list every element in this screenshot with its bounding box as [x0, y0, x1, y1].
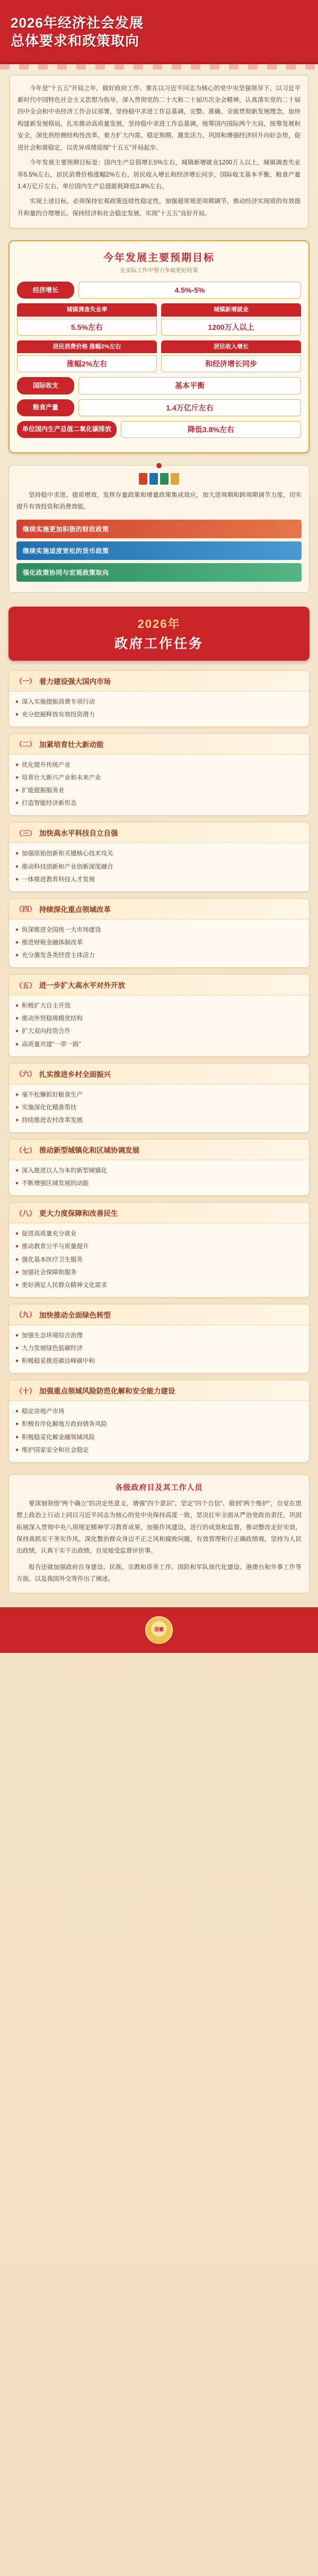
task-bullet-text: 打造智能经济新形态 — [22, 800, 77, 807]
task-body — [9, 691, 309, 726]
task-body — [9, 1401, 309, 1462]
task-bullet-text: 扩大双向投资合作 — [22, 1028, 71, 1035]
task-name: 更大力度保障和改善民生 — [39, 1210, 118, 1218]
task-item — [8, 822, 310, 891]
goal-row — [17, 421, 301, 438]
bullet-icon: ● — [15, 1332, 19, 1338]
task-bullet-text: 毫不松懈抓好粮食生产 — [22, 1091, 83, 1098]
task-header — [9, 1064, 309, 1084]
task-bullet-text: 充分激发各类经营主体活力 — [22, 952, 95, 959]
task-bullet-text: 实施深化化精准帮扶 — [22, 1104, 77, 1111]
task-name: 加快推动全面绿色转型 — [39, 1311, 111, 1319]
task-bullet-text: 高质量共建"一带一路" — [22, 1041, 81, 1048]
task-number: （三） — [15, 829, 37, 837]
task-bullet — [15, 1418, 303, 1431]
task-bullet — [15, 1444, 303, 1457]
task-bullet-text: 积极稳妥化解金融领域风险 — [22, 1434, 95, 1441]
task-item — [8, 1304, 310, 1373]
bullet-icon: ● — [15, 1358, 19, 1364]
task-bullet — [15, 1038, 303, 1051]
task-number: （四） — [15, 905, 37, 914]
goal-label: 居民消费价格 涨幅2%左右 — [17, 340, 157, 353]
goal-row — [17, 377, 301, 394]
bullet-icon: ● — [15, 1282, 19, 1288]
goal-value: 基本平衡 — [78, 377, 301, 394]
bullet-icon: ● — [15, 1015, 19, 1022]
task-number: （七） — [15, 1146, 37, 1154]
task-header — [9, 1140, 309, 1160]
task-header — [9, 1380, 309, 1401]
task-bullet — [15, 1114, 303, 1127]
task-header — [9, 734, 309, 755]
footer-paragraph: 要深刻领悟"两个确立"的决定性意义，增强"四个意识"、坚定"四个自信"、做到"两个维护"，自觉在思想上政治上行动上同以习近平同志为核心的党中央保持高度一致，坚决扛牢全面从严治党政治责任，巩固拓展深入贯彻中央八项规定精神学习教育成果，加强作风建设，进行的成效和监督，推动整改走好实效，保持真抓实干务实作风。深化整治群众身边不正之风和腐败问题，有效管理和行正确政绩观，坚持为人民出政绩，认真干实干出政绩，自觉接受监督评价事。 — [16, 1500, 302, 1555]
book-icon — [149, 473, 158, 485]
task-bullet-text: 积极有序化解地方政府债务风险 — [22, 1421, 108, 1428]
task-name: 持续深化重点领域改革 — [39, 905, 111, 914]
task-bullet-text: 推动教育公平与质量提升 — [22, 1243, 89, 1250]
task-bullet-text: 加强原始创新和关键核心技术攻关 — [22, 851, 113, 857]
goal-label: 城镇新增就业 — [161, 303, 301, 316]
goal-value: 1.4万亿斤左右 — [78, 399, 301, 416]
task-bullet-text: 大力发展绿色低碳经济 — [22, 1345, 83, 1352]
bullet-icon: ● — [15, 1256, 19, 1263]
task-bullet — [15, 1240, 303, 1253]
task-bullet — [15, 1254, 303, 1266]
task-name: 着力建设强大国内市场 — [39, 677, 111, 686]
goals-subtitle: 在实际工作中努力争取更好结果 — [120, 267, 198, 274]
task-body — [9, 995, 309, 1056]
bullet-icon: ● — [15, 1180, 19, 1187]
goal-value: 涨幅2%左右 — [17, 355, 157, 372]
task-bullet-text: 推动科技创新和产业创新深度融合 — [22, 863, 113, 870]
task-body — [9, 843, 309, 891]
goals-title: 今年发展主要预期目标 — [103, 252, 215, 264]
task-body — [9, 1223, 309, 1297]
goal-label: 居民收入增长 — [161, 340, 301, 353]
bullet-icon: ● — [15, 1421, 19, 1427]
goal-value: 和经济增长同步 — [161, 355, 301, 372]
goal-row — [17, 282, 301, 299]
task-bullet — [15, 784, 303, 797]
bullet-icon: ● — [15, 1243, 19, 1250]
bullet-icon: ● — [15, 1117, 19, 1123]
task-bullet — [15, 1177, 303, 1190]
bullet-icon: ● — [15, 1434, 19, 1440]
task-bullet — [15, 1279, 303, 1292]
task-bullet-text: 维护国家安全和社会稳定 — [22, 1447, 89, 1453]
bullet-icon: ● — [15, 1091, 19, 1098]
main-section-title — [8, 607, 310, 661]
task-header — [9, 1304, 309, 1325]
task-item — [8, 1380, 310, 1462]
task-bullet — [15, 696, 303, 708]
bullet-icon: ● — [15, 800, 19, 807]
task-bullet — [15, 1164, 303, 1177]
task-header — [9, 822, 309, 843]
task-bullet — [15, 1089, 303, 1101]
task-bullet — [15, 847, 303, 860]
bullet-icon: ● — [15, 775, 19, 781]
intro-section — [10, 75, 308, 229]
bullet-icon: ● — [15, 711, 19, 717]
task-number: （八） — [15, 1209, 37, 1217]
task-list — [8, 670, 310, 1462]
task-number: （六） — [15, 1070, 37, 1079]
footer-note-card — [8, 1474, 310, 1593]
task-item — [8, 733, 310, 816]
task-header — [9, 1203, 309, 1223]
task-item — [8, 670, 310, 727]
task-bullet-text: 促进高质量充分就业 — [22, 1231, 77, 1238]
bullet-icon: ● — [15, 1447, 19, 1453]
goal-value: 4.5%-5% — [78, 282, 301, 299]
task-bullet — [15, 873, 303, 886]
book-icon — [139, 473, 147, 485]
task-item — [8, 1063, 310, 1133]
task-bullet — [15, 1012, 303, 1025]
task-bullet-text: 优化提升传统产业 — [22, 761, 71, 768]
task-bullet-text: 推动外贸稳规模优结构 — [22, 1015, 83, 1022]
task-bullet — [15, 1000, 303, 1012]
task-bullet — [15, 1101, 303, 1114]
task-bullet — [15, 1342, 303, 1355]
goal-label: 单位国内生产总值二氧化碳排放 — [17, 421, 117, 438]
task-name: 加快高水平科技自立自强 — [39, 829, 118, 838]
task-bullet-text: 推进财税金融体制改革 — [22, 939, 83, 946]
task-bullet-text: 持续推进农村改革发展 — [22, 1117, 83, 1124]
task-name: 加强重点领域风险防范化解和安全能力建设 — [39, 1387, 175, 1396]
main-title-text: 政府工作任务 — [114, 636, 204, 651]
footer-title: 各级政府目及其工作人员 — [115, 1483, 203, 1492]
policy-bars — [16, 520, 302, 582]
goal-row — [17, 340, 301, 372]
task-body — [9, 919, 309, 967]
task-body — [9, 1325, 309, 1373]
task-bullet — [15, 1228, 303, 1240]
policy-bar: 强化政策协同与宏观政策取向 — [16, 563, 302, 582]
bullet-icon: ● — [15, 1003, 19, 1009]
bullet-icon: ● — [15, 863, 19, 870]
task-body — [9, 1084, 309, 1132]
policy-note-text: 坚持稳中求进、提质增效，发挥存量政策和增量政策集成效应，加大逆周期和跨周期调节力度，切实提升有效投资和消费效能。 — [16, 492, 302, 510]
footer-bar — [0, 1607, 318, 1653]
goal-label: 国际收支 — [17, 377, 74, 394]
bullet-icon: ● — [15, 698, 19, 705]
goal-row — [17, 303, 301, 335]
task-bullet-text: 加强生态环境综合治理 — [22, 1332, 83, 1339]
intro-paragraph: 今年是"十五五"开局之年，做好政府工作、要在以习近平同志为核心的党中央坚强领导下，以习近平新时代中国特色社会主义思想为指导，深入贯彻党的二十大和二十届历次全会精神，认真落实党的二十届四中全会和中央经济工作会议部署，坚持稳中求进工作总基调，完整、准确、全面贯彻新发展理念，加快构建新发展格局，扎实推动高质量发展，坚持稳中求进工作总基调，统筹国内国际两个大局，统筹发展和安全，深化供给侧结构性改革，着力扩大内需、稳定预期、激发活力，巩固和增强经济回升向好态势，促进社会和谐稳定，以优异成绩迎接"十五五"开局起步。 — [17, 85, 301, 151]
title-line-1: 2026年经济社会发展 — [11, 15, 144, 31]
goal-row — [17, 399, 301, 416]
task-bullet-text: 培育壮大新兴产业和未来产业 — [22, 775, 101, 782]
task-item — [8, 898, 310, 968]
book-icon — [160, 473, 169, 485]
book-icon — [171, 473, 179, 485]
policy-bar: 继续实施适度宽松的货币政策 — [16, 541, 302, 560]
title-line-2: 总体要求和政策取向 — [11, 33, 140, 49]
task-bullet — [15, 708, 303, 721]
task-bullet — [15, 1329, 303, 1342]
task-item — [8, 1139, 310, 1196]
task-name: 加紧培育壮大新动能 — [39, 740, 104, 749]
bullet-icon: ● — [15, 1104, 19, 1110]
bullet-icon: ● — [15, 1408, 19, 1415]
task-bullet — [15, 861, 303, 873]
task-bullet-text: 充分挖掘释放有效投资潜力 — [22, 711, 95, 718]
books-decoration — [16, 473, 302, 485]
bullet-icon: ● — [15, 1168, 19, 1174]
task-name: 推动新型城镇化和区域协调发展 — [39, 1146, 140, 1155]
bullet-icon: ● — [15, 1269, 19, 1275]
bullet-icon: ● — [15, 1041, 19, 1047]
task-name: 扎实推进乡村全面振兴 — [39, 1070, 111, 1079]
footer-paragraph: 报告还就加强政府自身建设、民族、宗教和侨务工作、国防和军队现代化建设、港澳台和外事工作等方面，以及我国外交等作出了阐述。 — [16, 1564, 302, 1583]
bullet-icon: ● — [15, 939, 19, 945]
task-number: （九） — [15, 1311, 37, 1319]
task-bullet-text: 扩能提振服务业 — [22, 787, 65, 794]
main-title-year: 2026年 — [137, 617, 181, 630]
goal-label: 粮食产量 — [17, 399, 74, 416]
task-bullet-text: 深入实施提振消费专项行动 — [22, 698, 95, 705]
task-item — [8, 974, 310, 1057]
bullet-icon: ● — [15, 1231, 19, 1237]
task-bullet — [15, 772, 303, 784]
task-bullet — [15, 1025, 303, 1038]
task-number: （一） — [15, 677, 37, 686]
goal-label: 经济增长 — [17, 282, 74, 299]
page-title — [11, 14, 307, 50]
task-bullet — [15, 797, 303, 810]
task-header — [9, 671, 309, 691]
policy-note-card — [8, 465, 310, 593]
task-bullet — [15, 1431, 303, 1444]
bullet-icon: ● — [15, 876, 19, 882]
goal-label: 城镇调查失业率 — [17, 303, 157, 316]
task-bullet — [15, 924, 303, 936]
task-bullet-text: 纵深推进全国统一大市场建设 — [22, 926, 101, 933]
task-bullet-text: 一体推进教育科技人才发展 — [22, 876, 95, 883]
goal-value: 5.5%左右 — [17, 319, 157, 336]
goal-value: 降低3.8%左右 — [121, 421, 301, 438]
task-bullet-text: 积极稳妥推进碳达峰碳中和 — [22, 1358, 95, 1365]
task-bullet — [15, 949, 303, 962]
bullet-icon: ● — [15, 926, 19, 933]
goals-card — [8, 240, 310, 453]
bullet-icon: ● — [15, 952, 19, 959]
bullet-icon: ● — [15, 787, 19, 794]
task-body — [9, 1160, 309, 1195]
task-bullet — [15, 936, 303, 949]
poster-header — [0, 0, 318, 64]
bullet-icon: ● — [15, 761, 19, 768]
task-number: （五） — [15, 981, 37, 989]
intro-paragraph: 今年发展主要预期目标是：国内生产总值增长5%左右，城镇新增就业1200万人以上，城镇调查失业率5.5%左右，居民消费价格涨幅2%左右，居民收入增长和经济增长同步，国际收支基本平衡，粮食产量1.4万亿斤左右，单位国内生产总值能耗降低3.8%左右。 — [17, 160, 301, 190]
task-bullet-text: 深入推进以人为本的新型城镇化 — [22, 1168, 108, 1175]
bullet-icon: ● — [15, 851, 19, 857]
task-item — [8, 1202, 310, 1298]
task-bullet-text: 加强社会保障和服务 — [22, 1269, 77, 1276]
policy-bar: 继续实施更加积极的财政政策 — [16, 520, 302, 538]
task-number: （十） — [15, 1387, 37, 1395]
task-bullet — [15, 1405, 303, 1418]
national-emblem-icon: 国徽 — [145, 1616, 173, 1644]
task-header — [9, 899, 309, 919]
task-bullet-text: 不断增强区域发展的动能 — [22, 1180, 89, 1187]
task-body — [9, 755, 309, 816]
intro-paragraph: 实现上述目标，必须保持宏观政策连续性稳定性，加强超常规逆周期调节，推动经济实现质的有效提升和量的合理增长。保持经济和社会稳定发展，实现"十五五"良好开局。 — [17, 198, 301, 217]
task-number: （二） — [15, 740, 37, 749]
task-name: 进一步扩大高水平对外开放 — [39, 982, 126, 990]
task-bullet-text: 更好满足人民群众精神文化需求 — [22, 1282, 108, 1289]
decorative-dot-icon — [155, 462, 163, 469]
bullet-icon: ● — [15, 1028, 19, 1035]
bullet-icon: ● — [15, 1345, 19, 1352]
task-bullet-text: 稳定房地产市场 — [22, 1408, 65, 1415]
task-bullet-text: 积极扩大自主开放 — [22, 1003, 71, 1010]
task-bullet — [15, 759, 303, 772]
goal-value: 1200万人以上 — [161, 319, 301, 336]
task-bullet-text: 强化基本医疗卫生服务 — [22, 1256, 83, 1263]
task-header — [9, 975, 309, 995]
task-bullet — [15, 1355, 303, 1368]
task-bullet — [15, 1266, 303, 1279]
